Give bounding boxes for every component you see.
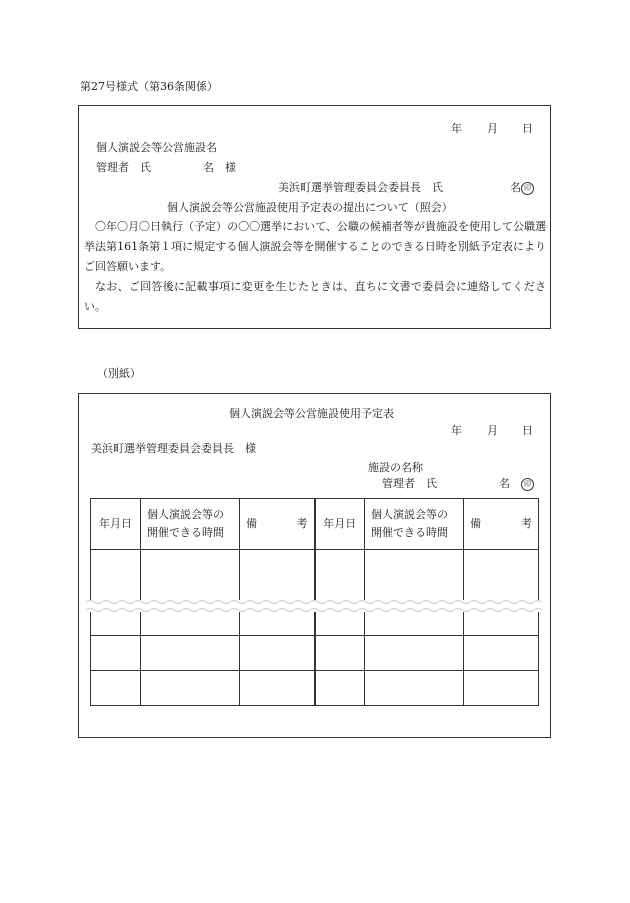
sender-name-suffix — [510, 179, 534, 195]
table-cell — [91, 671, 141, 706]
schedule-date-month: 月 — [487, 424, 498, 437]
sender-suffix-text: 名 — [510, 181, 521, 194]
table-cell — [365, 636, 464, 671]
header-date — [315, 499, 365, 550]
header-time-line1: 個人演説会等の — [371, 508, 448, 521]
schedule-manager-suffix — [499, 475, 534, 491]
table-cell — [365, 671, 464, 706]
table-cell — [91, 636, 141, 671]
schedule-date-day: 日 — [522, 424, 533, 437]
notice-date-day: 日 — [522, 122, 533, 135]
table-cell — [315, 636, 365, 671]
schedule-title: 個人演説会等公営施設使用予定表 — [229, 407, 394, 420]
header-remarks-right: 考 — [521, 517, 532, 530]
table-cell — [365, 550, 464, 601]
table-row — [91, 550, 539, 601]
header-remarks — [464, 499, 539, 550]
notice-title: 個人演説会等公営施設使用予定表の提出について（照会） — [167, 201, 453, 214]
table-cell — [240, 550, 315, 601]
header-remarks-right: 考 — [296, 517, 308, 530]
schedule-date-year: 年 — [451, 424, 462, 437]
header-time-line2: 開催できる時間 — [147, 526, 224, 539]
header-remarks-left: 備 — [246, 517, 257, 530]
header-available-time — [365, 499, 464, 550]
table-break-band — [86, 600, 542, 612]
table-cell — [141, 636, 240, 671]
header-date-text: 年月日 — [323, 517, 357, 530]
table-cell — [315, 550, 365, 601]
facility-name-label: 個人演説会等公営施設名 — [96, 141, 217, 154]
notice-body-paragraph: 〇年〇月〇日執行（予定）の〇〇選挙において、公職の候補者等が貴施設を使用して公職選挙法第161条第１項に規定する個人演説会等を開催することのできる日時を別紙予定表によりご回答願います。 — [84, 220, 546, 273]
header-remarks-left: 備 — [470, 517, 481, 530]
table-cell — [315, 671, 365, 706]
table-header-row — [91, 499, 539, 550]
table-cell — [464, 636, 539, 671]
table-cell — [141, 671, 240, 706]
notice-date-year: 年 — [451, 122, 462, 135]
table-row — [91, 636, 539, 671]
header-remarks — [240, 499, 315, 550]
table-cell — [464, 550, 539, 601]
sender-name: 美浜町選挙管理委員会委員長 氏 — [278, 181, 443, 194]
seal-mark-icon: 印 — [521, 182, 534, 195]
notice-date-month: 月 — [487, 122, 498, 135]
table-break-wave — [86, 596, 542, 616]
table-cell — [91, 550, 141, 601]
schedule-facility-name-label: 施設の名称 — [368, 461, 423, 474]
notice-closing-paragraph: なお、ご回答後に記載事項に変更を生じたときは、直ちに文書で委員会に連絡してください。 — [84, 280, 546, 313]
attachment-label: （別紙） — [97, 367, 141, 380]
table-cell — [141, 550, 240, 601]
header-date-text: 年月日 — [99, 517, 132, 530]
header-time-line2: 開催できる時間 — [371, 526, 448, 539]
table-cell — [240, 671, 315, 706]
schedule-seal-mark-icon: 印 — [521, 478, 534, 491]
header-date — [91, 499, 141, 550]
schedule-manager-suffix-text: 名 — [499, 477, 510, 490]
form-number-label: 第27号様式（第36条関係） — [80, 80, 218, 93]
manager-name-suffix: 名 様 — [203, 161, 236, 174]
table-cell — [464, 671, 539, 706]
header-available-time — [141, 499, 240, 550]
header-time-line1: 個人演説会等の — [147, 508, 224, 521]
manager-name-prefix: 管理者 氏 — [96, 161, 151, 174]
table-row — [91, 671, 539, 706]
table-cell — [240, 636, 315, 671]
schedule-manager-label: 管理者 氏 — [382, 477, 437, 490]
schedule-addressee: 美浜町選挙管理委員会委員長 様 — [91, 442, 256, 455]
